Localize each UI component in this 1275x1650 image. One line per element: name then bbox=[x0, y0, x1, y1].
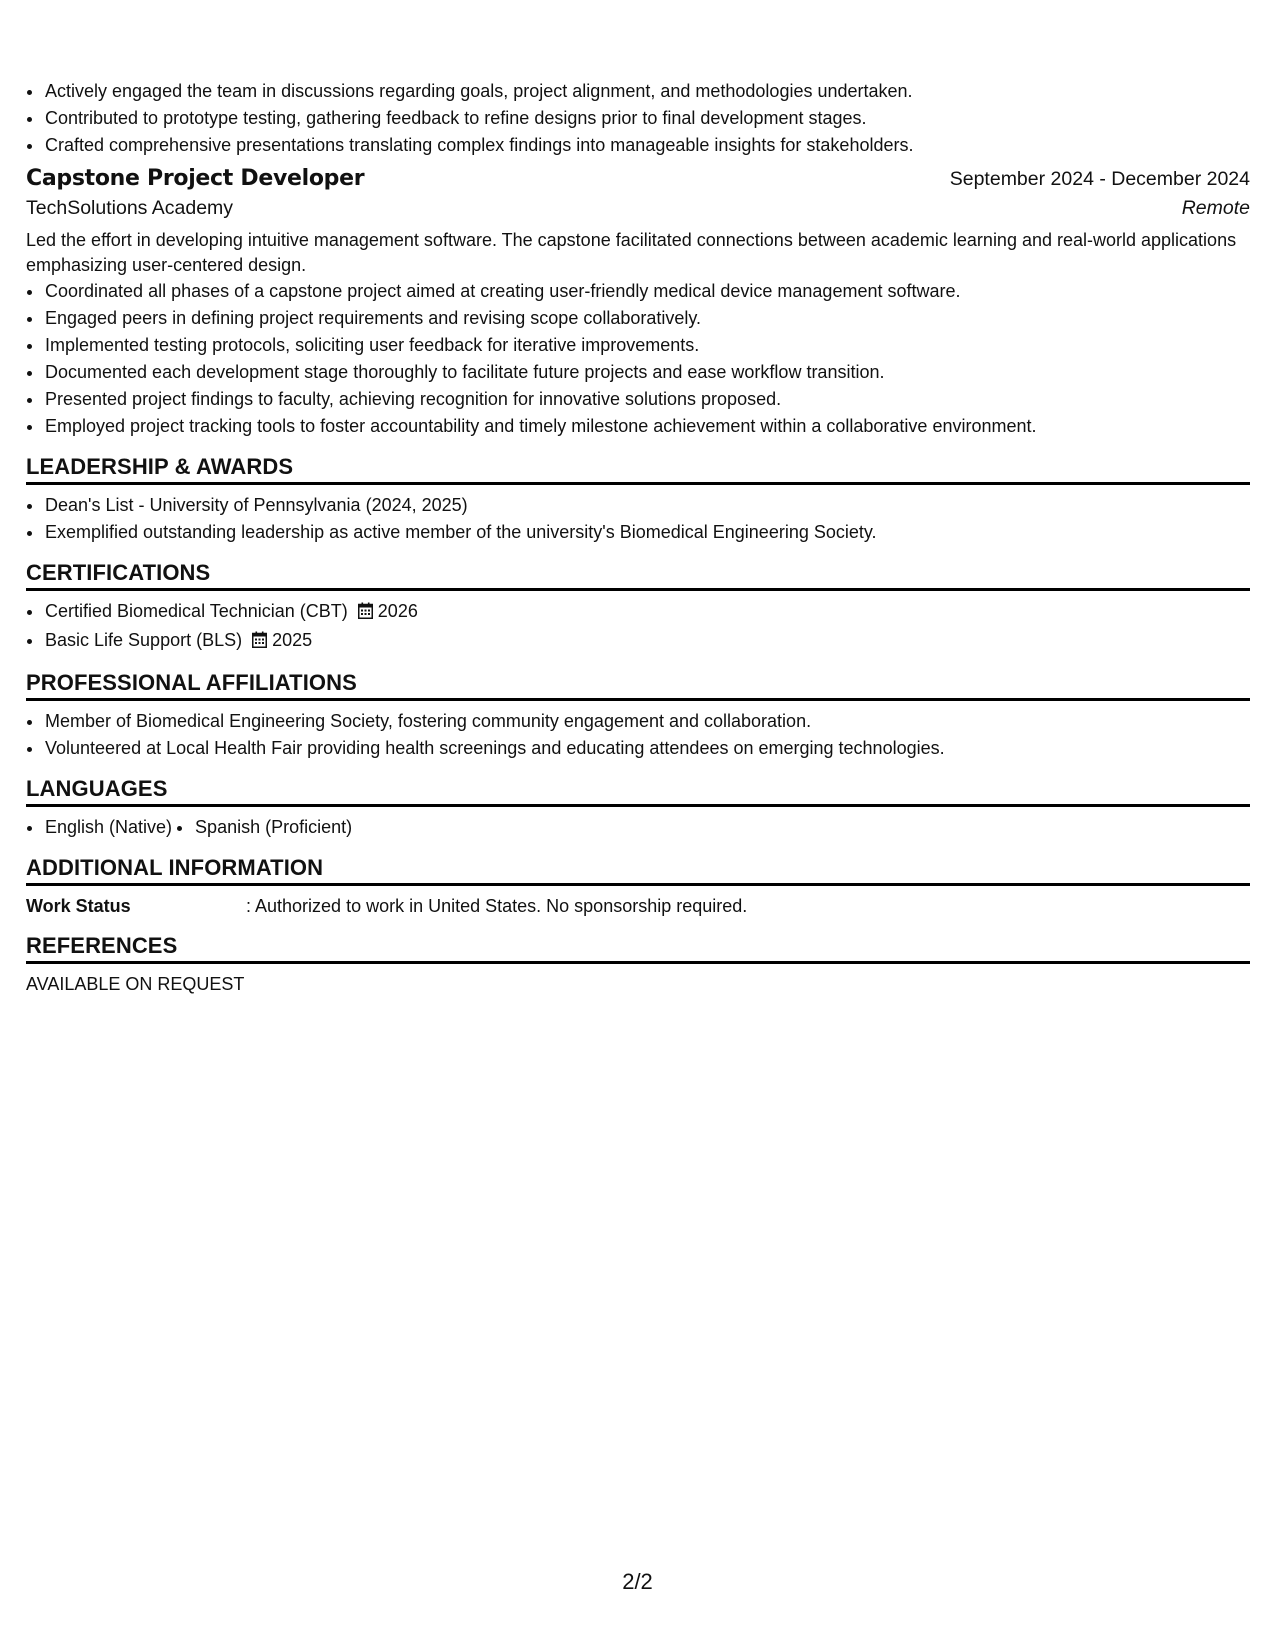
job-bullets bbox=[26, 278, 1250, 440]
certification-year: 2026 bbox=[377, 601, 418, 621]
list-item: • Actively engaged the team in discussions regarding goals, project alignment, and methodologies undertaken. bbox=[44, 78, 1250, 105]
list-item: • Member of Biomedical Engineering Society, fostering community engagement and collaboration. bbox=[44, 708, 1250, 735]
certifications-section bbox=[26, 560, 1250, 656]
leadership-list bbox=[26, 492, 1250, 546]
list-item: • Exemplified outstanding leadership as active member of the university's Biomedical Engineering Society. bbox=[44, 519, 1250, 546]
job-dates: September 2024 - December 2024 bbox=[949, 168, 1250, 190]
calendar-icon bbox=[252, 629, 267, 656]
leadership-section bbox=[26, 454, 1250, 546]
affiliations-list bbox=[26, 708, 1250, 762]
work-status-row bbox=[26, 893, 1250, 919]
section-title: ADDITIONAL INFORMATION bbox=[26, 855, 1250, 886]
work-status-value: : Authorized to work in United States. No sponsorship required. bbox=[246, 896, 748, 916]
list-item: • Documented each development stage thoroughly to facilitate future projects and ease workflow transition. bbox=[44, 359, 1250, 386]
references-section bbox=[26, 933, 1250, 997]
job-subheader bbox=[26, 197, 1250, 220]
section-title: REFERENCES bbox=[26, 933, 1250, 964]
section-title: LANGUAGES bbox=[26, 776, 1250, 807]
additional-info-section bbox=[26, 855, 1250, 919]
list-item bbox=[44, 598, 1250, 627]
list-item: • Engaged peers in defining project requirements and revising scope collaboratively. bbox=[44, 305, 1250, 332]
list-item: • Coordinated all phases of a capstone project aimed at creating user-friendly medical device management software. bbox=[44, 278, 1250, 305]
job-summary: Led the effort in developing intuitive management software. The capstone facilitated connections between academic learning and real-world applications emphasizing user-centered design. bbox=[26, 230, 1237, 275]
list-item: • Employed project tracking tools to foster accountability and timely milestone achievement within a collaborative environment. bbox=[44, 413, 1250, 440]
language-item: • Spanish (Proficient) bbox=[194, 814, 352, 841]
list-item: • Implemented testing protocols, soliciting user feedback for iterative improvements. bbox=[44, 332, 1250, 359]
list-item: • Contributed to prototype testing, gathering feedback to refine designs prior to final development stages. bbox=[44, 105, 1250, 132]
page-number: 2/2 bbox=[622, 1569, 653, 1594]
section-title: LEADERSHIP & AWARDS bbox=[26, 454, 1250, 485]
work-status-label: Work Status bbox=[26, 896, 131, 916]
list-item: • Volunteered at Local Health Fair providing health screenings and educating attendees on emerging technologies. bbox=[44, 735, 1250, 762]
certification-name: Basic Life Support (BLS) bbox=[45, 630, 243, 650]
list-item bbox=[44, 627, 1250, 656]
language-item: • English (Native) bbox=[44, 814, 172, 841]
references-text: AVAILABLE ON REQUEST bbox=[26, 974, 245, 994]
company-name: TechSolutions Academy bbox=[26, 197, 234, 219]
list-item: • Crafted comprehensive presentations translating complex findings into manageable insights for stakeholders. bbox=[44, 132, 1250, 159]
job-location: Remote bbox=[1181, 197, 1250, 219]
languages-section bbox=[26, 776, 1250, 841]
calendar-icon bbox=[358, 600, 373, 627]
job-header bbox=[26, 166, 1250, 191]
resume-page bbox=[26, 78, 1250, 997]
certifications-list bbox=[26, 598, 1250, 656]
list-item: • Presented project findings to faculty, achieving recognition for innovative solutions proposed. bbox=[44, 386, 1250, 413]
job-title: Capstone Project Developer bbox=[26, 166, 365, 191]
list-item: • Dean's List - University of Pennsylvania (2024, 2025) bbox=[44, 492, 1250, 519]
certification-name: Certified Biomedical Technician (CBT) bbox=[45, 601, 348, 621]
section-title: PROFESSIONAL AFFILIATIONS bbox=[26, 670, 1250, 701]
section-title: CERTIFICATIONS bbox=[26, 560, 1250, 591]
previous-job-bullets bbox=[26, 78, 1250, 159]
languages-list bbox=[26, 814, 1250, 841]
certification-year: 2025 bbox=[272, 630, 313, 650]
affiliations-section bbox=[26, 670, 1250, 762]
